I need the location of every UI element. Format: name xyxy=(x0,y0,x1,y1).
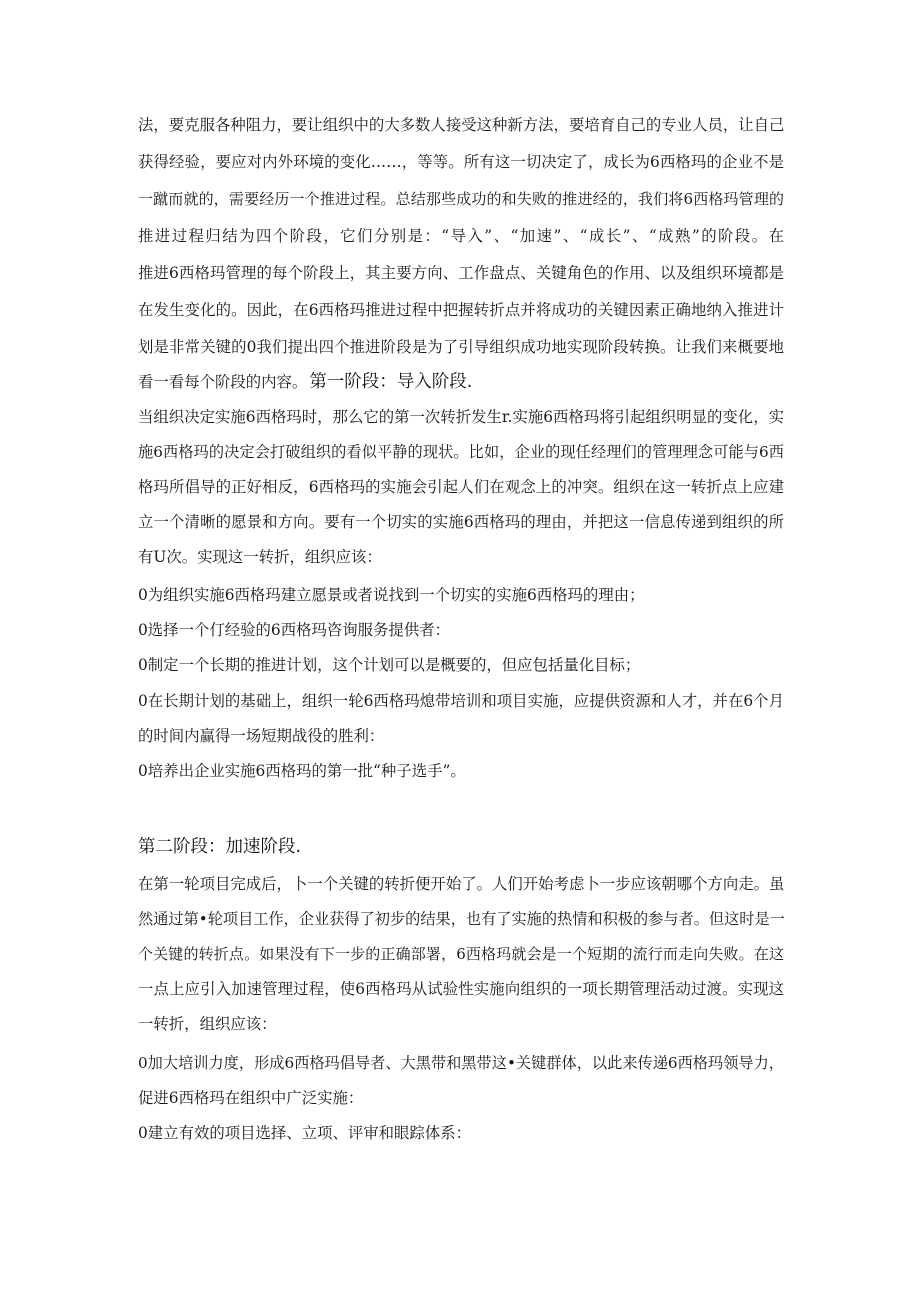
intro-line: 一蹴而就的，需要经历一个推进过程。总结那些成功的和失败的推进经的，我们将6西格玛管理的 xyxy=(138,190,784,208)
intro-line: 获得经验，要应对内外环境的变化……，等等。所有这一切决定了，成长为6西格玛的企业不是 xyxy=(138,153,784,171)
list-item: 0为组织实施6西格玛建立愿景或者说找到一个切实的实施6西格玛的理由； xyxy=(138,586,645,604)
stage1-line: 立一个清晰的愿景和方向。要有一个切实的实施6西格玛的理由，并把这一信息传递到组织的所 xyxy=(138,513,784,531)
list-item-continuation: 促进6西格玛在组织中广泛实施： xyxy=(138,1089,364,1107)
list-item: 0选择一个仃经验的6西格玛咨询服务提供者： xyxy=(138,621,451,639)
list-item: 0培养出企业实施6西格玛的第一批“种子选手”。 xyxy=(138,762,466,780)
list-item: 0建立有效的项目选择、立项、评审和眼踪体系： xyxy=(138,1124,471,1142)
intro-line: 推进6西格玛管理的每个阶段上，其主要方向、工作盘点、关键角色的作用、以及组织环境都是 xyxy=(138,264,784,282)
stage2-line: 在第一轮项目完成后，卜一个关键的转折便开始了。人们开始考虑卜一步应该朝哪个方向走。虽 xyxy=(138,875,785,893)
stage2-line: 个关键的转折点。如果没有下一步的正确部署，6西格玛就会是一个短期的流行而走向失败。在这 xyxy=(138,945,784,963)
intro-line: 划是非常关键的0我们提出四个推进阶段是为了引导组织成功地实现阶段转换。让我们来概要地 xyxy=(138,338,784,356)
stage1-heading: 第一阶段：导入阶段. xyxy=(309,372,473,392)
list-item: 0加大培训力度，形成6西格玛倡导者、大黑带和黑带这•关键群体，以此来传递6西格玛领导力， xyxy=(138,1054,784,1072)
intro-line: 推进过程归结为四个阶段，它们分别是：“导入”、“加速”、“成长”、“成熟”的阶段。在 xyxy=(138,227,784,245)
stage2-line: 一转折，组织应该： xyxy=(138,1015,277,1033)
stage2-heading: 第二阶段：加速阶段. xyxy=(138,837,302,857)
stage2-line: 然通过第•轮项目工作，企业获得了初步的结果，也有了实施的热情和积极的参与者。但这时是一 xyxy=(138,910,785,928)
list-item: 0在长期计划的基础上，组织一轮6西格玛熄带培训和项目实施，应提供资源和人才，并在6个月 xyxy=(138,692,784,710)
stage1-line: 施6西格玛的决定会打破组织的看似平静的现状。比如，企业的现任经理们的管理理念可能与6西 xyxy=(138,443,784,461)
intro-last-line xyxy=(138,369,784,395)
intro-line: 在发生变化的。因此，在6西格玛推进过程中把握转折点并将成功的关键因素正确地纳入推进计 xyxy=(138,301,784,319)
intro-line: 法，要克服各种阻力，要让组织中的大多数人接受这种新方法，要培育自己的专业人员，让自己 xyxy=(138,116,785,134)
stage1-line: 当组织决定实施6西格玛时，那么它的第一次转折发生r.实施6西格玛将引起组织明显的变化，实 xyxy=(138,408,784,426)
list-item-continuation: 的时间内赢得一场短期战役的胜利： xyxy=(138,727,385,745)
stage1-line: 格玛所倡导的正好相反，6西格玛的实施会引起人们在观念上的冲突。组织在这一转折点上应建 xyxy=(138,478,784,496)
stage1-line: 有U次。实现这一转折，组织应该： xyxy=(138,548,382,566)
list-item: 0制定一个长期的推进计划，这个计划可以是概要的，但应包括量化目标； xyxy=(138,656,641,674)
stage2-line: 一点上应引入加速管理过程，使6西格玛从试验性实施向组织的一项长期管理活动过渡。实现这 xyxy=(138,980,784,998)
intro-last-text: 看一看每个阶段的内容。 xyxy=(138,373,308,391)
